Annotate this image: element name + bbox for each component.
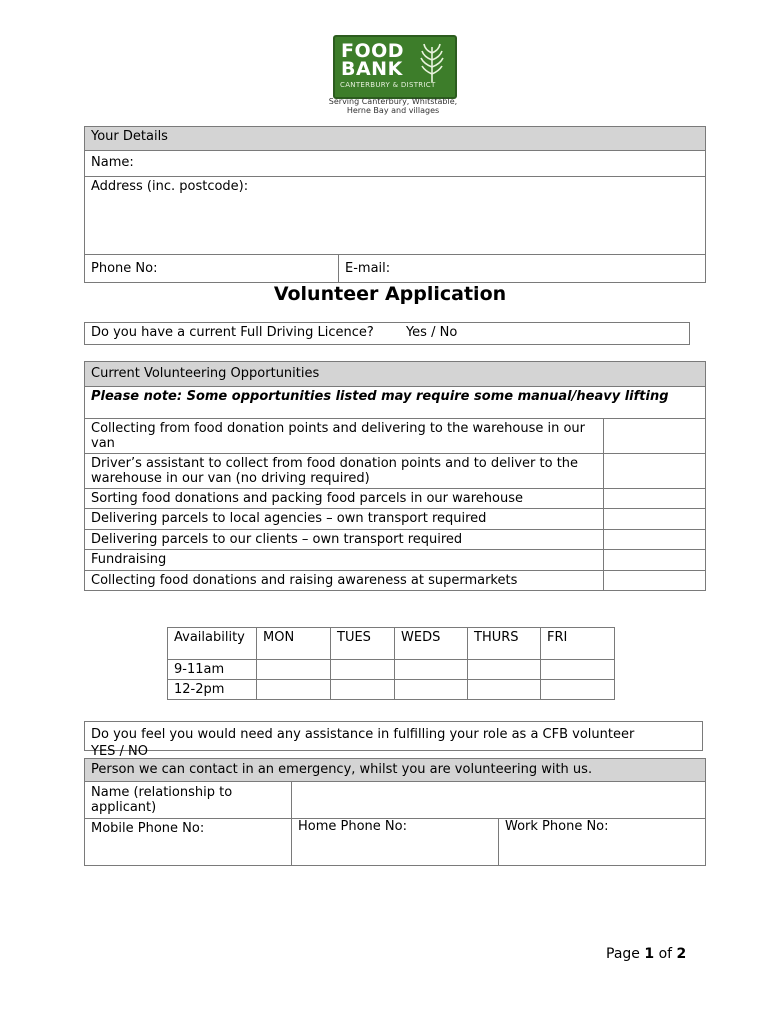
opportunity-label: Collecting food donations and raising awareness at supermarkets xyxy=(85,571,604,591)
availability-header: Availability xyxy=(168,628,257,660)
opportunity-checkbox[interactable] xyxy=(604,509,706,530)
page-title: Volunteer Application xyxy=(273,283,507,305)
availability-cell[interactable] xyxy=(541,660,615,680)
work-phone-field[interactable]: Work Phone No: xyxy=(499,819,706,866)
logo-line1: FOOD xyxy=(341,40,405,62)
emergency-header: Person we can contact in an emergency, whilst you are volunteering with us. xyxy=(85,759,706,782)
assistance-question: Do you feel you would need any assistance in fulfilling your role as a CFB volunteer xyxy=(91,727,635,742)
day-header: MON xyxy=(257,628,331,660)
driving-answer[interactable]: Yes / No xyxy=(405,325,458,340)
driving-question: Do you have a current Full Driving Licence? xyxy=(91,325,374,340)
food-bank-logo xyxy=(333,35,457,99)
opportunity-label: Fundraising xyxy=(85,550,604,571)
availability-cell[interactable] xyxy=(331,660,395,680)
page-total: 2 xyxy=(676,946,687,962)
opportunities-note: Please note: Some opportunities listed may require some manual/heavy lifting xyxy=(85,387,706,419)
address-field[interactable]: Address (inc. postcode): xyxy=(85,177,706,255)
opportunity-label: Sorting food donations and packing food parcels in our warehouse xyxy=(85,489,604,509)
availability-cell[interactable] xyxy=(541,680,615,700)
opportunity-label: Delivering parcels to our clients – own transport required xyxy=(85,530,604,550)
name-field[interactable]: Name: xyxy=(85,151,706,177)
availability-cell[interactable] xyxy=(331,680,395,700)
availability-cell[interactable] xyxy=(468,660,541,680)
availability-cell[interactable] xyxy=(257,680,331,700)
availability-cell[interactable] xyxy=(395,680,468,700)
opportunity-label: Driver’s assistant to collect from food donation points and to deliver to the warehouse in our van (no driving required) xyxy=(85,454,604,489)
availability-cell[interactable] xyxy=(468,680,541,700)
day-header: FRI xyxy=(541,628,615,660)
driving-licence-box xyxy=(84,322,690,345)
opportunity-checkbox[interactable] xyxy=(604,419,706,454)
emergency-name-label: Name (relationship to applicant) xyxy=(85,782,292,819)
emergency-name-field[interactable] xyxy=(292,782,706,819)
mobile-phone-field[interactable]: Mobile Phone No: xyxy=(85,819,292,866)
page-word: Page xyxy=(606,946,640,962)
page-current: 1 xyxy=(644,946,655,962)
opportunity-label: Delivering parcels to local agencies – own transport required xyxy=(85,509,604,530)
your-details-header: Your Details xyxy=(85,127,706,151)
opportunity-checkbox[interactable] xyxy=(604,489,706,509)
day-header: TUES xyxy=(331,628,395,660)
opportunity-checkbox[interactable] xyxy=(604,454,706,489)
your-details-table xyxy=(84,126,706,283)
home-phone-field[interactable]: Home Phone No: xyxy=(292,819,499,866)
phone-field[interactable]: Phone No: xyxy=(85,255,339,283)
opportunity-checkbox[interactable] xyxy=(604,530,706,550)
page-of: of xyxy=(658,946,673,962)
logo-line2: BANK xyxy=(341,58,403,80)
logo-tagline: Serving Canterbury, Whitstable, Herne Bay and villages xyxy=(328,97,458,115)
slot-label: 12-2pm xyxy=(168,680,257,700)
assistance-answer[interactable]: YES / NO xyxy=(91,744,149,759)
assistance-box xyxy=(84,721,703,759)
email-field[interactable]: E-mail: xyxy=(339,255,706,283)
opportunity-label: Collecting from food donation points and delivering to the warehouse in our van xyxy=(85,419,604,454)
availability-cell[interactable] xyxy=(257,660,331,680)
availability-cell[interactable] xyxy=(395,660,468,680)
day-header: THURS xyxy=(468,628,541,660)
day-header: WEDS xyxy=(395,628,468,660)
slot-label: 9-11am xyxy=(168,660,257,680)
opportunities-header: Current Volunteering Opportunities xyxy=(85,362,706,387)
page-number xyxy=(606,946,686,962)
logo-subtitle: CANTERBURY & DISTRICT xyxy=(340,81,436,89)
opportunity-checkbox[interactable] xyxy=(604,571,706,591)
emergency-contact-table xyxy=(84,758,706,866)
wheat-icon xyxy=(415,41,449,83)
opportunities-table xyxy=(84,361,706,591)
opportunity-checkbox[interactable] xyxy=(604,550,706,571)
availability-table xyxy=(167,627,615,700)
